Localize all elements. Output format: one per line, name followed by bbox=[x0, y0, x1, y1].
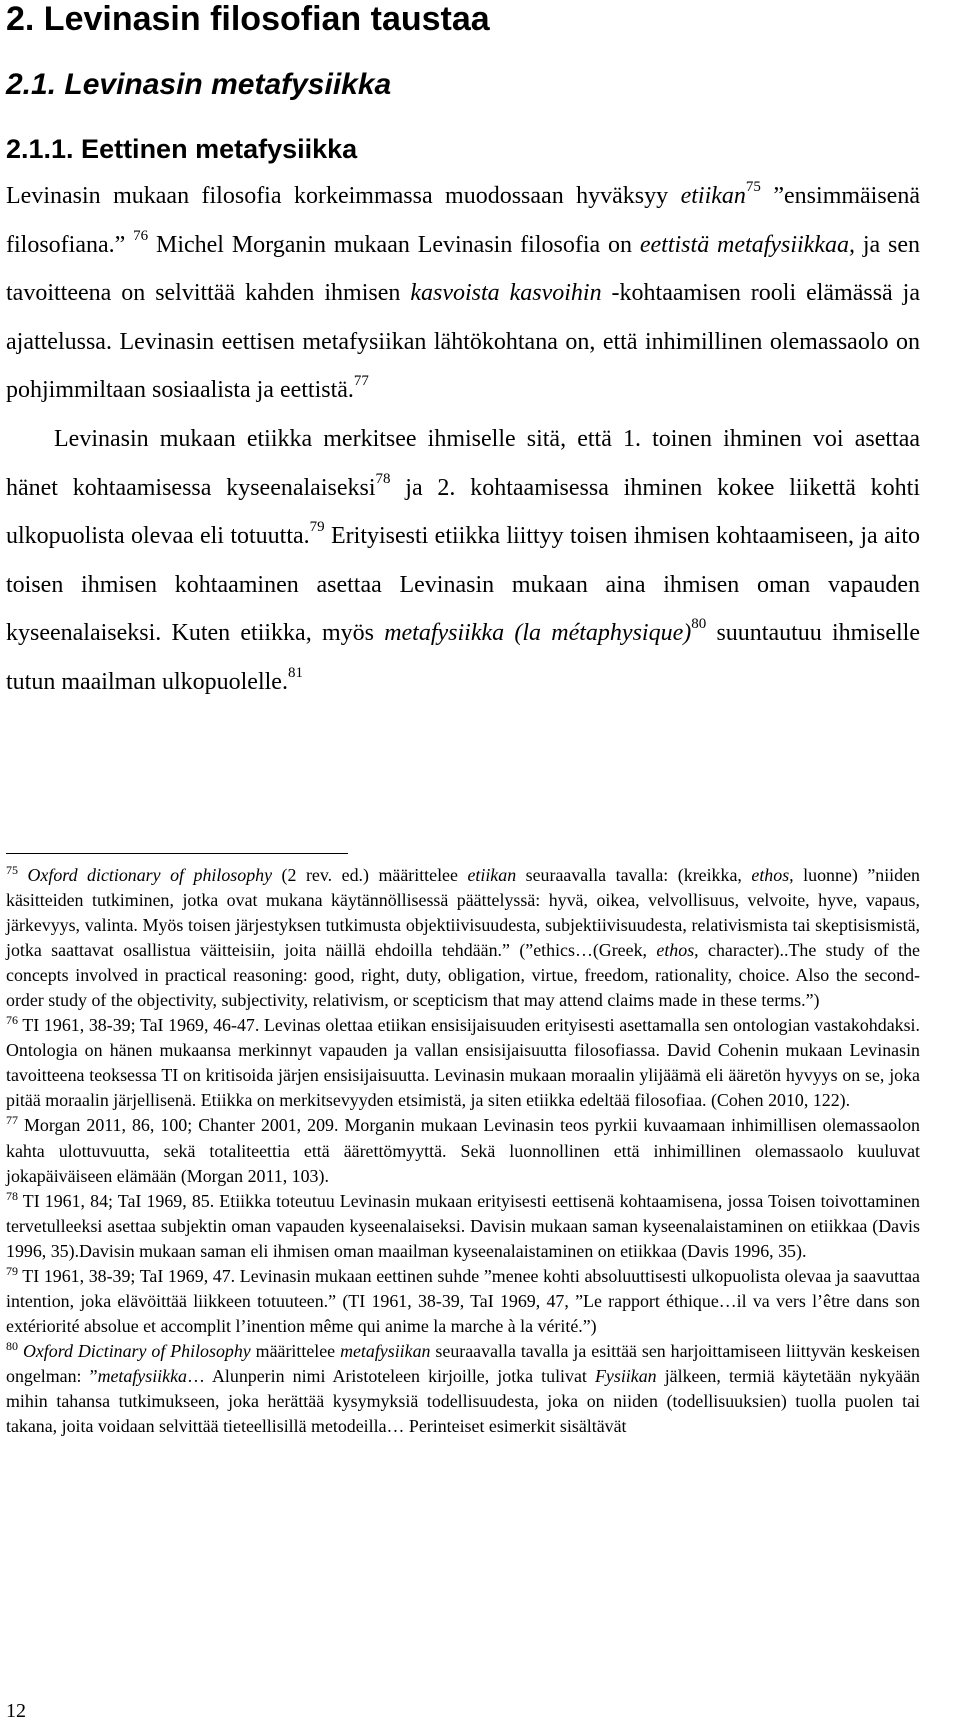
text-run: TI 1961, 38-39; TaI 1969, 47. Levinasin mukaan eettinen suhde ”menee kohti absoluuttisesti ulkopuolista olevaa ja saavuttaa intention, joka elävöittää liikkeen totuuteen.” (TI 1961, 38-39, TaI 1969, 47, ”Le rapport éthique…il va vers l’être dans son extériorité absolue et accomplit l’inention même qui anime la marche à la vérité.”) bbox=[6, 1265, 920, 1336]
italic-term: metafysiikan bbox=[340, 1340, 431, 1361]
text-run: Morgan 2011, 86, 100; Chanter 2001, 209. Morganin mukaan Levinasin teos pyrkii kuvaamaan inhimillisen olemassaolon kahta ulottuvuutta, sekä totaliteettia että äärettömyyttä. Sekä luonnollinen että inhimillinen olemassaolo kuuluvat jokapäiväiseen elämään (Morgan 2011, 103). bbox=[6, 1115, 920, 1186]
text-run: Erityisesti etiikka liittyy toisen ihmisen kohtaamiseen, ja aito toisen ihmisen kohtaaminen asettaa Levinasin mukaan aina ihmisen oman vapauden kyseenalaiseksi. Kuten etiikka, myös bbox=[6, 523, 920, 647]
text-run: TI 1961, 38-39; TaI 1969, 46-47. Levinas olettaa etiikan ensisijaisuuden erityisesti asettamalla sen ontologian vastakohdaksi. Ontologia on hänen mukaansa merkinnyt vapauden ja vallan ensisijaisuutta filosofiassa. David Cohenin mukaan Levinasin tavoitteena teoksessa TI on kritisoida järjen ensisijaisuutta. Levinasin mukaan moraalin ylijäämä eli ääretön hyvyys on se, joka pitää moraalin järjellisenä. Etiikka on merkitsevyyden etsimistä, ja siten etiikka edeltää filosofiaa. (Cohen 2010, 122). bbox=[6, 1015, 920, 1111]
footnote-ref-79[interactable]: 79 bbox=[309, 519, 325, 536]
footnote-number: 79 bbox=[6, 1263, 18, 1278]
text-run: -kohtaamisen rooli elämässä ja ajattelussa. Levinasin eettisen metafysiikan lähtökohtana on, että inhimillinen olemassaolo on pohjimmiltaan sosiaalista ja eettistä. bbox=[6, 280, 920, 404]
italic-term: ethos, bbox=[751, 865, 794, 885]
footnote-ref-78[interactable]: 78 bbox=[375, 470, 391, 487]
text-run: Levinasin mukaan filosofia korkeimmassa muodossaan hyväksyy bbox=[6, 183, 681, 209]
text-run: ”ensimmäisenä filosofiana.” bbox=[6, 183, 920, 258]
text-run: ja 2. kohtaamisessa ihminen kokee liikettä kohti ulkopuolista olevaa eli totuutta. bbox=[6, 474, 920, 550]
italic-term: metafysiikka (la métaphysique) bbox=[384, 620, 692, 647]
text-run: TI 1961, 84; TaI 1969, 85. Etiikka toteutuu Levinasin mukaan erityisesti eettisenä kohtaamisena, jossa Toisen toivottaminen tervetulleeksi asettaa subjektin oman vapauden kyseenalaiseksi. Davisin mukaan saman kyseenalaistaminen on etiikkaa (Davis 1996, 35).Davisin mukaan saman eli ihmisen oman maailman kyseenalaistaminen on etiikkaa (Davis 1996, 35). bbox=[6, 1190, 920, 1261]
text-run: Michel Morganin mukaan Levinasin filosofia on bbox=[148, 231, 640, 258]
italic-term: Fysiikan bbox=[595, 1365, 657, 1386]
footnote-separator bbox=[6, 853, 348, 854]
text-run: seuraavalla tavalla ja esittää sen harjoittamiseen liittyvän keskeisen ongelman: ” bbox=[6, 1340, 921, 1386]
italic-term: etiikan bbox=[680, 183, 746, 209]
italic-term: metafysiikka bbox=[97, 1365, 187, 1386]
text-run: määrittelee bbox=[250, 1340, 341, 1361]
text-run: suuntautuu ihmiselle tutun maailman ulkopuolelle. bbox=[6, 620, 920, 695]
body-text bbox=[6, 172, 920, 707]
footnote-number: 76 bbox=[6, 1013, 18, 1028]
paragraph-1 bbox=[6, 172, 920, 415]
footnotes bbox=[6, 863, 920, 1439]
footnote-ref-81[interactable]: 81 bbox=[287, 664, 303, 681]
italic-term: Oxford Dictinary of Philosophy bbox=[22, 1340, 251, 1361]
footnote-ref-76[interactable]: 76 bbox=[133, 227, 149, 244]
footnote-79 bbox=[6, 1264, 920, 1339]
subsection-heading: 2.1.1. Eettinen metafysiikka bbox=[6, 134, 358, 164]
chapter-heading: 2. Levinasin filosofian taustaa bbox=[6, 0, 490, 38]
italic-term: ethos bbox=[656, 940, 695, 961]
text-run: luonne) ”niiden käsitteiden tutkiminen, jotka ovat mukana käytännöllisessä päättelyssä: hyvä, oikea, velvollisuus, velvoite, hyve, vapaus, järkevyys, valinta. Myös toisen järjestyksen tutkimusta objektiivisuudesta, subjektiivisuudesta, relativismista tai skeptisismistä, jotka saattavat osallistua väitteisiin, joita näillä ehdoilla tehdään.” (”ethics…(Greek, bbox=[6, 865, 920, 961]
text-run: (2 rev. ed.) määrittelee bbox=[272, 865, 468, 885]
text-run: jälkeen, termiä käytetään nykyään mihin tahansa tutkimukseen, joka herättää kysymyksiä todellisuudesta, joka on niiden (todellisuuksien) tuolla puolen tai takana, joita voidaan selvittää tieteellisillä metodeilla… Perinteiset esimerkit sisältävät bbox=[6, 1365, 920, 1437]
text-run: ja sen tavoitteena on selvittää kahden ihmisen bbox=[6, 231, 921, 307]
page-number: 12 bbox=[6, 1700, 26, 1722]
footnote-ref-75[interactable]: 75 bbox=[745, 179, 761, 195]
section-heading: 2.1. Levinasin metafysiikka bbox=[6, 68, 392, 101]
footnote-number: 77 bbox=[6, 1113, 18, 1128]
footnote-80 bbox=[6, 1339, 920, 1439]
footnote-number: 75 bbox=[6, 863, 18, 877]
italic-term: eettistä metafysiikkaa, bbox=[639, 231, 855, 258]
footnote-77 bbox=[6, 1113, 920, 1188]
text-run: … Alunperin nimi Aristoteleen kirjoille, jotka tulivat bbox=[186, 1365, 595, 1386]
paragraph-2 bbox=[6, 415, 920, 707]
footnote-78 bbox=[6, 1189, 920, 1264]
footnote-ref-77[interactable]: 77 bbox=[353, 373, 369, 390]
footnote-ref-80[interactable]: 80 bbox=[691, 616, 707, 633]
italic-term: kasvoista kasvoihin bbox=[410, 280, 602, 307]
text-run: seuraavalla tavalla: (kreikka, bbox=[516, 865, 752, 885]
footnote-76 bbox=[6, 1013, 920, 1113]
italic-term: etiikan bbox=[467, 865, 517, 885]
footnote-number: 78 bbox=[6, 1188, 18, 1203]
italic-term: Oxford dictionary of philosophy bbox=[27, 865, 273, 885]
footnote-number: 80 bbox=[6, 1338, 18, 1353]
text-run: , character)..The study of the concepts involved in practical reasoning: good, right, duty, obligation, virtue, freedom, rationality, choice. Also the second-order study of the objectivity, subjectivity, relativism, or scepticism that may attend claims made in these terms.”) bbox=[6, 940, 920, 1011]
footnote-75 bbox=[6, 863, 920, 1013]
text-run: Levinasin mukaan etiikka merkitsee ihmiselle sitä, että 1. toinen ihminen voi asettaa hänet kohtaamisessa kyseenalaiseksi bbox=[6, 425, 920, 501]
